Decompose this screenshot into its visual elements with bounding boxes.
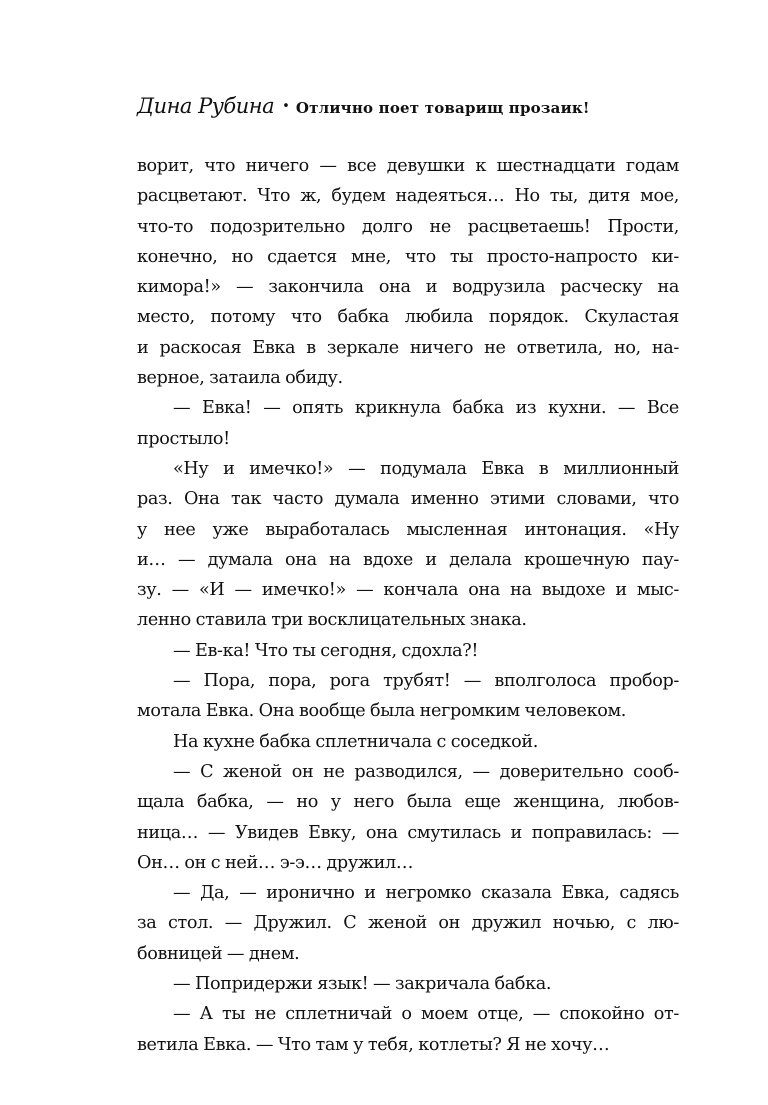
author-name: Дина Рубина [137,94,275,118]
text-line: у нее уже выработалась мысленная интонация. «Ну [137,519,679,540]
text-line: — Да, — иронично и негромко сказала Евка, садясь [173,883,679,904]
text-line: мотала Евка. Она вообще была негромким человеком. [137,701,627,722]
text-line: — Попридержи язык! — закричала бабка. [173,974,552,995]
text-line: верное, затаила обиду. [137,368,343,389]
text-line: Он… он с ней… э-э… дружил… [137,852,414,873]
text-line: что-то подозрительно долго не расцветаешь! Прости, [137,216,679,237]
text-line: — Ев-ка! Что ты сегодня, сдохла?! [173,640,479,661]
text-line: простыло! [137,428,230,449]
text-line: щала бабка, — но у него была еще женщина, любов- [137,792,679,813]
page-text [137,151,679,1060]
book-title: Отлично поет товарищ прозаик! [295,99,590,117]
text-line: — С женой он не разводился, — доверительно сооб- [173,761,679,782]
text-line: «Ну и имечко!» — подумала Евка в миллионный [173,458,679,479]
text-line: конечно, но сдается мне, что ты просто-напросто ки- [137,246,679,267]
text-line: ленно ставила три восклицательных знака. [137,610,527,631]
running-header [137,94,697,126]
text-line: ветила Евка. — Что там у тебя, котлеты? Я не хочу… [137,1034,610,1055]
text-line: и раскосая Евка в зеркале ничего не ответила, но, на- [137,337,679,358]
text-line: — Пора, пора, рога трубят! — вполголоса пробор- [173,671,679,692]
text-line: бовницей — днем. [137,943,300,964]
text-line: ворит, что ничего — все девушки к шестнадцати годам [137,156,679,176]
text-line: за стол. — Дружил. С женой он дружил ночью, с лю- [137,913,679,934]
text-line: кимора!» — закончила она и водрузила расческу на [137,277,679,298]
text-line: зу. — «И — имечко!» — кончала она на выдохе и мыс- [137,580,679,601]
text-line: — Евка! — опять крикнула бабка из кухни. — Все [173,398,679,419]
text-line: ница… — Увидев Евку, она смутилась и поправилась: — [137,822,679,843]
text-line: и… — думала она на вдохе и делала крошечную пау- [137,549,679,570]
text-line: место, потому что бабка любила порядок. Скуластая [137,307,679,328]
text-line: На кухне бабка сплетничала с соседкой. [173,731,539,752]
header-separator: • [282,99,290,114]
text-line: — А ты не сплетничай о моем отце, — спокойно от- [173,1004,679,1025]
text-line: расцветают. Что ж, будем надеяться… Но ты, дитя мое, [137,186,679,207]
text-line: раз. Она так часто думала именно этими словами, что [137,489,679,510]
